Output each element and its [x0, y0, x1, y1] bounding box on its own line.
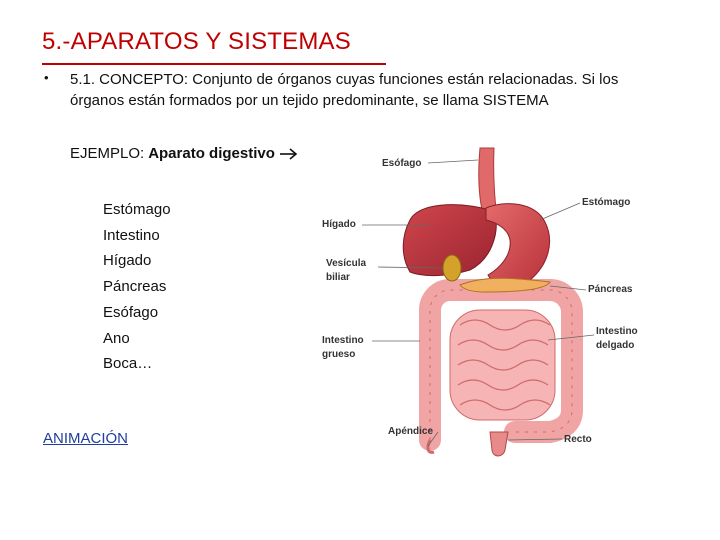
label-intestino-grueso-2: grueso: [322, 349, 356, 360]
small-intestine-shape: [450, 310, 555, 420]
label-intestino-grueso-1: Intestino: [322, 335, 364, 346]
concept-paragraph: 5.1. CONCEPTO: Conjunto de órganos cuyas funciones están relacionadas. Si los órganos están formados por un tejido predominante, se llama SISTEMA: [70, 71, 619, 109]
title-underline: [42, 63, 386, 65]
organ-list: [103, 197, 171, 377]
list-item: Boca…: [103, 355, 153, 373]
label-pancreas: Páncreas: [588, 284, 633, 295]
animation-link[interactable]: ANIMACIÓN: [43, 430, 129, 447]
label-vesicula-1: Vesícula: [326, 258, 367, 269]
gallbladder-shape: [443, 255, 461, 281]
rectum-shape: [490, 432, 508, 456]
label-higado: Hígado: [322, 219, 356, 230]
list-item: Ano: [103, 329, 130, 347]
label-vesicula-2: biliar: [326, 272, 350, 283]
right-arrow-icon: [279, 147, 299, 161]
label-intestino-delgado-2: delgado: [596, 340, 635, 351]
list-item: Páncreas: [103, 278, 167, 296]
label-estomago: Estómago: [582, 197, 631, 208]
label-intestino-delgado-1: Intestino: [596, 326, 638, 337]
bullet-point: •: [44, 70, 49, 85]
digestive-system-diagram: [300, 140, 660, 460]
stomach-shape: [486, 204, 550, 287]
example-highlight: Aparato digestivo: [148, 145, 275, 162]
example-line: [70, 145, 299, 162]
list-item: Estómago: [103, 201, 171, 218]
list-item: Esófago: [103, 303, 159, 321]
label-apendice: Apéndice: [388, 426, 434, 437]
list-item: Intestino: [103, 226, 160, 244]
label-esofago: Esófago: [382, 158, 422, 169]
esophagus-shape: [479, 148, 496, 210]
example-prefix: EJEMPLO:: [70, 145, 145, 162]
list-item: Hígado: [103, 252, 152, 270]
slide-title: 5.-APARATOS Y SISTEMAS: [42, 28, 351, 55]
label-recto: Recto: [564, 434, 592, 445]
